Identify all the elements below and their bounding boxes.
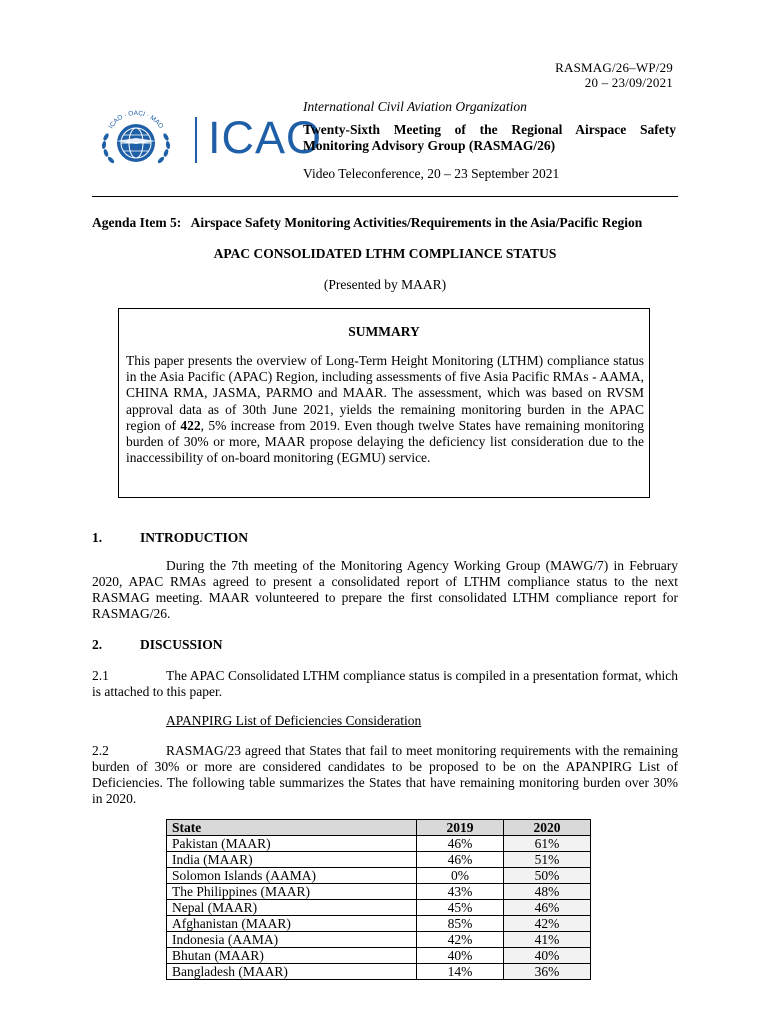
value-2019-cell: 46% (417, 852, 504, 868)
table-row (167, 916, 591, 932)
organization-name: International Civil Aviation Organization (303, 99, 527, 114)
value-2019-cell: 45% (417, 900, 504, 916)
state-cell: Bhutan (MAAR) (167, 948, 417, 964)
summary-text (126, 353, 644, 466)
meeting-title: Twenty-Sixth Meeting of the Regional Airspace Safety Monitoring Advisory Group (RASMAG/26) (303, 122, 676, 153)
paragraph-2-1 (92, 668, 678, 700)
state-cell: Solomon Islands (AAMA) (167, 868, 417, 884)
table-row (167, 964, 591, 980)
state-cell: Afghanistan (MAAR) (167, 916, 417, 932)
value-2019-cell: 42% (417, 932, 504, 948)
state-cell: Nepal (MAAR) (167, 900, 417, 916)
summary-text-part2: , 5% increase from 2019. Even though twelve States have remaining monitoring burden of 30% or more, MAAR propose delaying the deficiency list consideration due to the inaccessibility of on-board monitoring (EGMU) service. (126, 417, 645, 466)
meeting-dates: 20 – 23/09/2021 (584, 75, 673, 90)
state-cell: Bangladesh (MAAR) (167, 964, 417, 980)
state-cell: Indonesia (AAMA) (167, 932, 417, 948)
summary-text-part1: This paper presents the overview of Long-Term Height Monitoring (LTHM) compliance status in the Asia Pacific (APAC) Region, including assessments of five Asia Pacific RMAs - AAMA, CHINA RMA, JASMA, PARMO and MAAR. The assessment, which was based on RVSM approval data as of 30th June 2021, yields the remaining monitoring burden in the APAC region of (126, 353, 644, 433)
section-2-number: 2. (92, 637, 103, 652)
table-row (167, 868, 591, 884)
icao-wordmark: ICAO (208, 112, 323, 163)
value-2019-cell: 46% (417, 836, 504, 852)
value-2019-cell: 14% (417, 964, 504, 980)
value-2020-cell: 42% (504, 916, 591, 932)
value-2020-cell: 61% (504, 836, 591, 852)
section-2-heading (92, 637, 223, 653)
table-row (167, 884, 591, 900)
section-1-paragraph (92, 558, 678, 622)
section-1-title: INTRODUCTION (140, 530, 249, 545)
state-cell: The Philippines (MAAR) (167, 884, 417, 900)
paragraph-2-2 (92, 743, 678, 807)
value-2020-cell: 40% (504, 948, 591, 964)
monitoring-burden-table (166, 819, 591, 980)
monitoring-burden-value: 422 (180, 417, 201, 433)
table-row (167, 948, 591, 964)
value-2020-cell: 46% (504, 900, 591, 916)
value-2020-cell: 50% (504, 868, 591, 884)
value-2020-cell: 51% (504, 852, 591, 868)
working-paper-number: RASMAG/26–WP/29 (555, 60, 673, 75)
value-2019-cell: 40% (417, 948, 504, 964)
agenda-item (92, 215, 678, 231)
value-2020-cell: 41% (504, 932, 591, 948)
value-2020-cell: 36% (504, 964, 591, 980)
meeting-venue: Video Teleconference, 20 – 23 September 2021 (303, 166, 560, 181)
document-reference (555, 60, 673, 90)
summary-box (118, 308, 650, 498)
logo-divider (195, 117, 197, 163)
value-2019-cell: 85% (417, 916, 504, 932)
table-row (167, 932, 591, 948)
summary-heading: SUMMARY (348, 324, 420, 339)
presented-by: (Presented by MAAR) (323, 277, 447, 292)
header-divider (92, 196, 678, 197)
value-2019-cell: 43% (417, 884, 504, 900)
paragraph-2-2-text: RASMAG/23 agreed that States that fail to meet monitoring requirements with the remaining burden of 30% or more are considered candidates to be proposed to be on the APANPIRG List of Deficiencies. The following table summarizes the States that have remaining monitoring burden over 30% in 2020. (92, 743, 678, 806)
state-cell: India (MAAR) (167, 852, 417, 868)
section-1-text: During the 7th meeting of the Monitoring Agency Working Group (MAWG/7) in February 2020, APAC RMAs agreed to present a consolidated report of LTHM compliance status to the next RASMAG meeting. MAAR volunteered to prepare the first consolidated LTHM compliance report for RASMAG/26. (92, 558, 678, 621)
section-1-heading (92, 530, 248, 546)
column-header-state: State (167, 820, 417, 836)
section-2-title: DISCUSSION (140, 637, 223, 652)
table-header-row (167, 820, 591, 836)
table-row (167, 836, 591, 852)
table-row (167, 852, 591, 868)
state-cell: Pakistan (MAAR) (167, 836, 417, 852)
agenda-text: Airspace Safety Monitoring Activities/Requirements in the Asia/Pacific Region (190, 215, 643, 230)
column-header-2020: 2020 (504, 820, 591, 836)
paragraph-2-1-number: 2.1 (92, 668, 109, 683)
paper-title: APAC CONSOLIDATED LTHM COMPLIANCE STATUS (213, 246, 557, 261)
icao-emblem-icon (92, 103, 180, 175)
value-2019-cell: 0% (417, 868, 504, 884)
deficiencies-subheading: APANPIRG List of Deficiencies Consideration (166, 713, 422, 728)
paragraph-2-1-text: The APAC Consolidated LTHM compliance status is compiled in a presentation format, which is attached to this paper. (92, 668, 678, 699)
section-1-number: 1. (92, 530, 103, 545)
paragraph-2-2-number: 2.2 (92, 743, 109, 758)
emblem-ring-text: ICAO · OACI · MAO (107, 109, 165, 130)
column-header-2019: 2019 (417, 820, 504, 836)
value-2020-cell: 48% (504, 884, 591, 900)
table-row (167, 900, 591, 916)
agenda-label: Agenda Item 5: (92, 215, 182, 230)
